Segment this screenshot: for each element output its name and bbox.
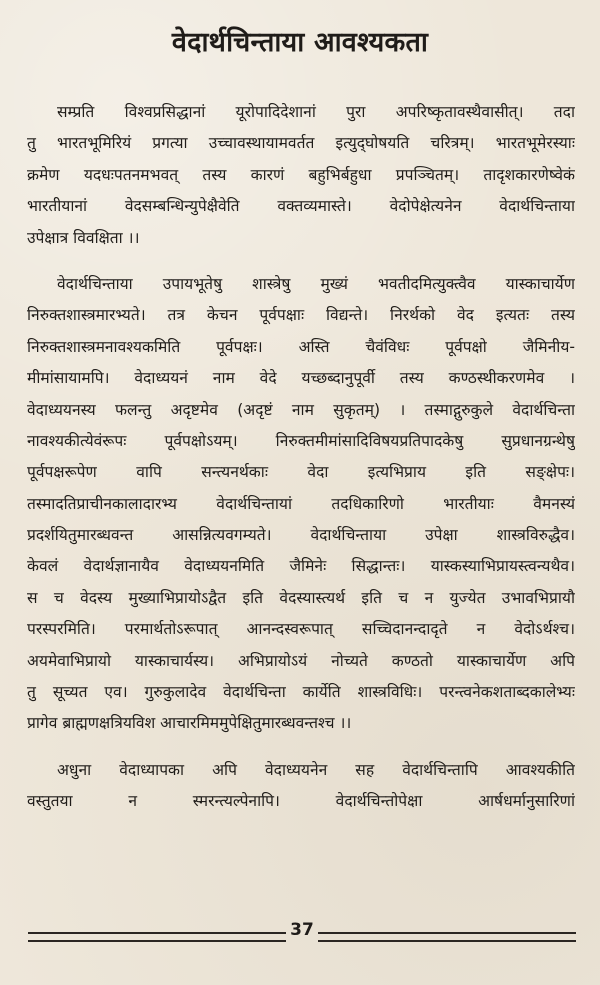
footer-rule-left	[28, 932, 286, 942]
text-line: केवलं वेदार्थज्ञानायैव वेदाध्ययनमिति जैमिनेः सिद्धान्तः। यास्कस्याभिप्रायस्त्वन्यथैव।	[27, 557, 575, 576]
paragraph-3	[27, 755, 575, 818]
text-line: तस्मादतिप्राचीनकालादारभ्य वेदार्थचिन्तायां तदधिकारिणो भारतीयाः वैमनस्यं	[27, 494, 575, 513]
text-line: स च वेदस्य मुख्याभिप्रायोऽद्वैत इति वेदस्यास्त्यर्थ इति च न युज्येत उभावभिप्रायौ	[27, 588, 575, 607]
text-line: वेदार्थचिन्ताया उपायभूतेषु शास्त्रेषु मुख्यं भवतीदमित्युक्त्वैव यास्काचार्येण	[57, 274, 575, 293]
page-title: वेदार्थचिन्ताया आवश्यकता	[171, 27, 429, 58]
text-line: तु भारतभूमिरियं प्रगत्या उच्चावस्थायामवर्तत इत्युद्‌घोषयति चरित्रम्। भारतभूमेरस्याः	[27, 134, 575, 153]
paragraph-2	[27, 269, 575, 740]
body-text	[27, 97, 575, 818]
page-footer	[28, 918, 576, 948]
text-line: क्रमेण यदधःपतनमभवत् तस्य कारणं बहुभिर्बहुधा प्रपञ्चितम्। तादृशकारणेष्वेकं	[27, 165, 575, 184]
text-line: तु सूच्यत एव। गुरुकुलादेव वेदार्थचिन्ता कार्येति शास्त्रविधिः। परन्त्वनेकशताब्दकालेभ्यः	[27, 683, 575, 702]
text-line: भारतीयानां वेदसम्बन्धिन्युपेक्षैवेति वक्तव्यमास्ते। वेदोपेक्षेत्यनेन वेदार्थचिन्ताया	[27, 197, 575, 216]
page-number: 37	[290, 920, 314, 940]
text-line: अधुना वेदाध्यापका अपि वेदाध्ययनेन सह वेदार्थचिन्तापि आवश्यकीति	[57, 760, 575, 779]
text-line: परस्परमिति। परमार्थतोऽरूपात् आनन्दस्वरूपात् सच्चिदानन्दादृते न वेदोऽर्थश्च।	[27, 620, 575, 639]
text-line: प्रदर्शयितुमारब्धवन्त आसन्नित्यवगम्यते। वेदार्थचिन्ताया उपेक्षा शास्त्रविरुद्धैव।	[27, 526, 575, 545]
text-line: निरुक्तशास्त्रमनावश्यकमिति पूर्वपक्षः। अस्ति चैवंविधः पूर्वपक्षो जैमिनीय-	[27, 337, 575, 356]
footer-rule-right	[318, 932, 576, 942]
text-line: नावश्यकीत्येवंरूपः पूर्वपक्षोऽयम्। निरुक्तमीमांसादिविषयप्रतिपादकेषु सुप्रधानग्रन्थेषु	[27, 431, 575, 450]
paragraph-1	[27, 97, 575, 254]
text-line: सम्प्रति विश्वप्रसिद्धानां यूरोपादिदेशानां पुरा अपरिष्कृतावस्थैवासीत्। तदा	[57, 103, 575, 121]
text-line: वेदाध्ययनस्य फलन्तु अदृष्टमेव (अदृष्टं नाम सुकृतम्) । तस्माद्गुरुकुले वेदार्थचिन्ता	[27, 400, 575, 419]
text-line: उपेक्षात्र विवक्षिता ।।	[27, 228, 140, 247]
text-line: वस्तुतया न स्मरन्त्यल्पेनापि। वेदार्थचिन्तोपेक्षा आर्षधर्मानुसारिणां	[27, 792, 575, 811]
text-line: प्रागेव ब्राह्मणक्षत्रियविश आचारमिममुपेक्षितुमारब्धवन्तश्च ।।	[27, 714, 352, 733]
text-line: निरुक्तशास्त्रमारभ्यते। तत्र केचन पूर्वपक्षाः विद्यन्ते। निरर्थको वेद इत्यतः तस्य	[27, 306, 575, 325]
text-line: अयमेवाभिप्रायो यास्काचार्यस्य। अभिप्रायोऽयं नोच्यते कण्ठतो यास्काचार्येण अपि	[27, 651, 575, 670]
text-line: मीमांसायामपि। वेदाध्ययनं नाम वेदे यच्छब्दानुपूर्वी तस्य कण्ठस्थीकरणमेव ।	[27, 369, 575, 388]
text-line: पूर्वपक्षरूपेण वापि सन्त्यनर्थकाः वेदा इत्यभिप्राय इति सङ्क्षेपः।	[27, 463, 575, 482]
